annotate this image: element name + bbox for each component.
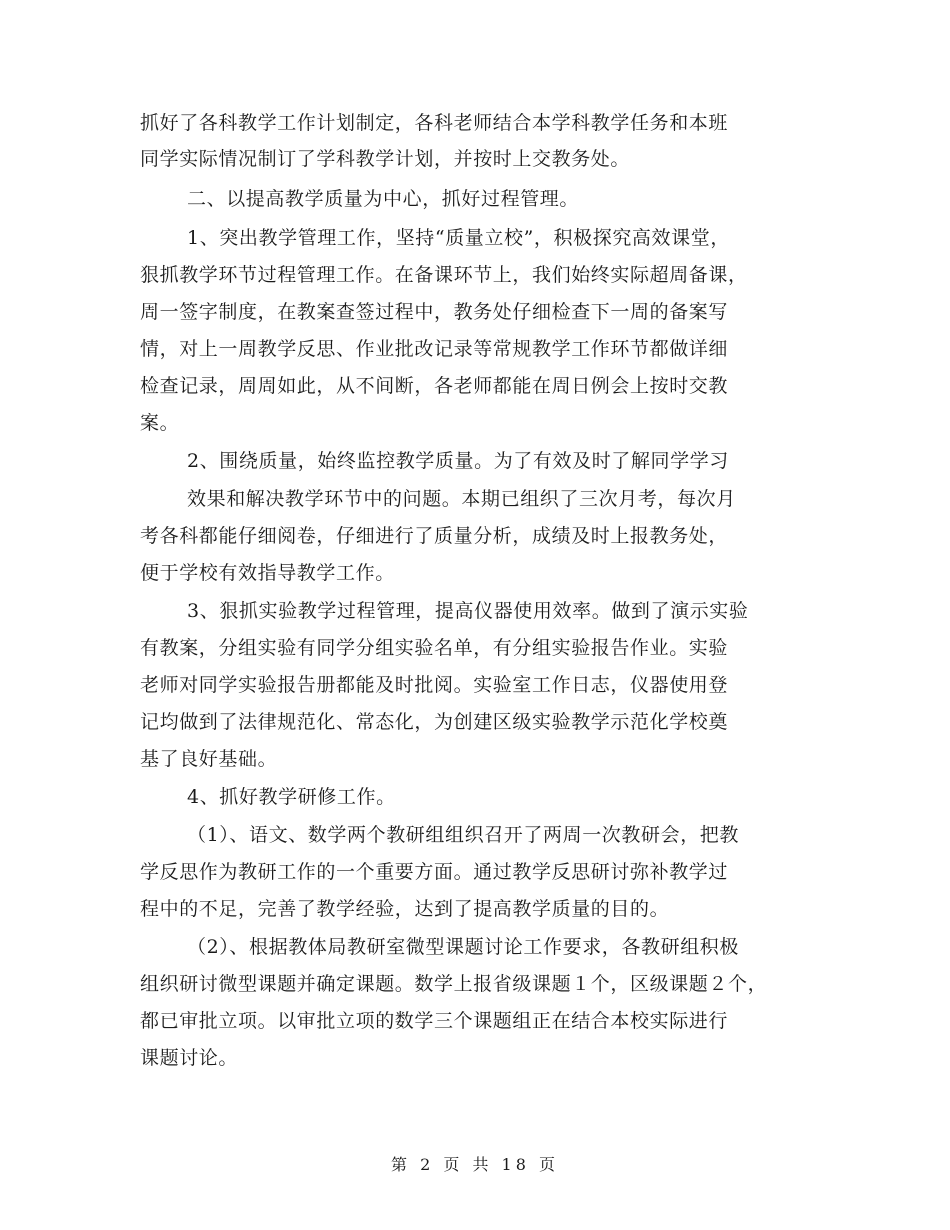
body-line-18: 基了良好基础。 [140, 748, 278, 770]
body-line-13: 便于学校有效指导教学工作。 [140, 562, 395, 584]
body-line-7: 情，对上一周教学反思、作业批改记录等常规教学工作环节都做详细 [140, 338, 729, 360]
section-heading: 二、以提高教学质量为中心，抓好过程管理。 [187, 188, 580, 210]
body-line-8: 检查记录，周周如此，从不间断，各老师都能在周日例会上按时交教 [140, 375, 729, 397]
page-number-footer: 第 2 页 共 18 页 [391, 1155, 559, 1174]
body-line-25: 都已审批立项。以审批立项的数学三个课题组正在结合本校实际进行 [140, 1010, 729, 1032]
body-line-23: （2）、根据教体局教研室微型课题讨论工作要求，各教研组积极 [187, 936, 739, 958]
body-line-26: 课题讨论。 [140, 1047, 239, 1069]
body-line-5: 狠抓教学环节过程管理工作。在备课环节上，我们始终实际超周备课， [140, 264, 748, 286]
body-line-4: 1、突出教学管理工作，坚持“质量立校”，积极探究高效课堂， [187, 227, 730, 249]
body-line-16: 老师对同学实验报告册都能及时批阅。实验室工作日志，仪器使用登 [140, 674, 729, 696]
body-line-17: 记均做到了法律规范化、常态化，为创建区级实验教学示范化学校奠 [140, 711, 729, 733]
body-line-15: 有教案，分组实验有同学分组实验名单，有分组实验报告作业。实验 [140, 637, 729, 659]
body-line-6: 周一签字制度，在教案查签过程中，教务处仔细检查下一周的备案写 [140, 301, 729, 323]
body-line-24: 组织研讨微型课题并确定课题。数学上报省级课题１个，区级课题２个， [140, 973, 768, 995]
subsection-heading: 4、抓好教学研修工作。 [187, 786, 396, 808]
body-line-11: 效果和解决教学环节中的问题。本期已组织了三次月考，每次月 [187, 488, 736, 510]
body-line-10: 2、围绕质量，始终监控教学质量。为了有效及时了解同学学习 [187, 450, 729, 472]
body-line-20: （1）、语文、数学两个教研组组织召开了两周一次教研会，把教 [187, 824, 739, 846]
body-line-22: 程中的不足，完善了教学经验，达到了提高教学质量的目的。 [140, 898, 670, 920]
body-line-21: 学反思作为教研工作的一个重要方面。通过教学反思研讨弥补教学过 [140, 861, 729, 883]
body-line-14: 3、狠抓实验教学过程管理，提高仪器使用效率。做到了演示实验 [187, 600, 749, 622]
body-line-12: 考各科都能仔细阅卷，仔细进行了质量分析，成绩及时上报教务处， [140, 525, 729, 547]
body-line-9: 案。 [140, 412, 180, 434]
body-line-2: 同学实际情况制订了学科教学计划，并按时上交教务处。 [140, 148, 631, 170]
body-line-1: 抓好了各科教学工作计划制定，各科老师结合本学科教学任务和本班 [140, 112, 729, 134]
